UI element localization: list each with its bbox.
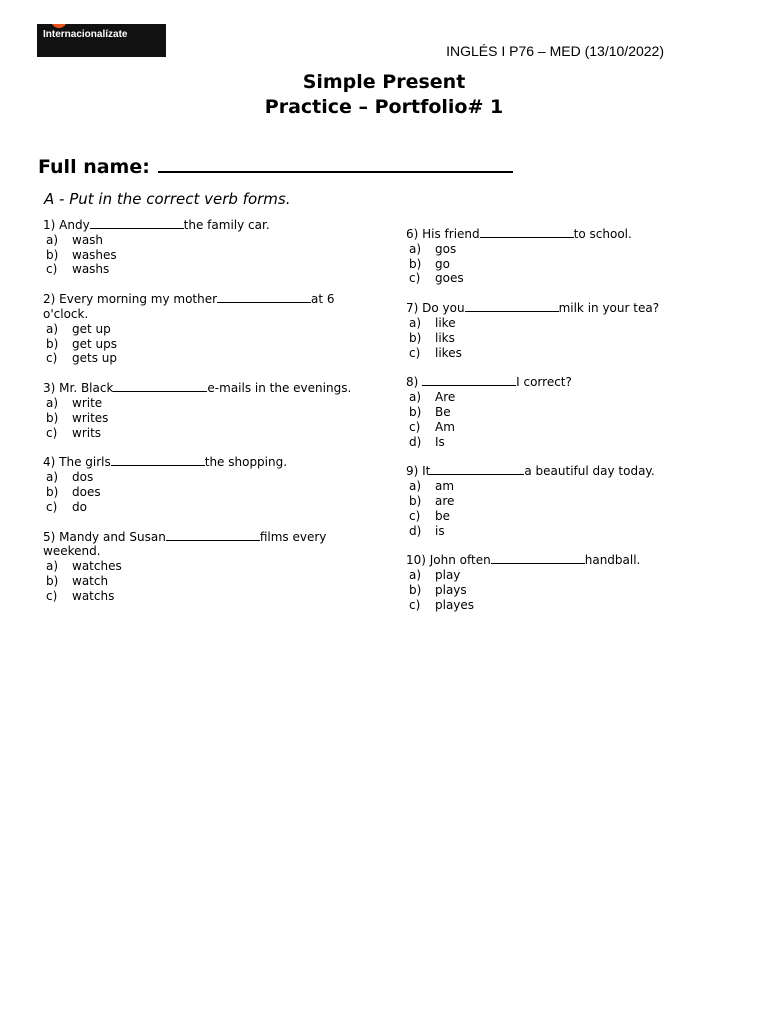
answer-option[interactable] bbox=[43, 485, 363, 500]
option-text: Is bbox=[435, 434, 445, 449]
question bbox=[43, 381, 363, 440]
option-letter: b) bbox=[409, 330, 422, 345]
question-stem: 8) bbox=[406, 375, 423, 390]
answer-option[interactable] bbox=[406, 271, 706, 286]
question bbox=[406, 301, 706, 360]
section-title: A - Put in the correct verb forms. bbox=[44, 190, 291, 208]
option-letter: a) bbox=[46, 470, 59, 485]
question bbox=[43, 292, 363, 366]
option-letter: a) bbox=[409, 315, 422, 330]
answer-option[interactable] bbox=[406, 598, 706, 613]
page-title: Simple Present bbox=[302, 71, 466, 93]
question bbox=[43, 530, 363, 604]
option-text: Are bbox=[435, 390, 456, 405]
question-text bbox=[43, 455, 363, 470]
option-text: playes bbox=[435, 597, 475, 612]
question-ending: the shopping. bbox=[204, 455, 288, 470]
question bbox=[406, 227, 706, 286]
question-ending: handball. bbox=[584, 553, 641, 568]
question-text bbox=[406, 301, 706, 316]
logo bbox=[37, 24, 166, 57]
answer-blank[interactable] bbox=[491, 553, 585, 564]
answer-option[interactable] bbox=[406, 435, 706, 450]
option-letter: b) bbox=[409, 404, 422, 419]
answer-option[interactable] bbox=[43, 426, 363, 441]
answer-option[interactable] bbox=[406, 405, 706, 420]
question-stem: 3) Mr. Black bbox=[43, 381, 114, 396]
answer-option[interactable] bbox=[406, 390, 706, 405]
option-text: do bbox=[72, 499, 87, 514]
option-letter: b) bbox=[409, 256, 422, 271]
option-letter: a) bbox=[46, 395, 59, 410]
option-letter: b) bbox=[409, 582, 422, 597]
option-text: watch bbox=[72, 573, 109, 588]
question bbox=[406, 464, 706, 538]
answer-option[interactable] bbox=[406, 257, 706, 272]
option-letter: c) bbox=[46, 425, 58, 440]
question-ending: the family car. bbox=[183, 218, 270, 232]
answer-option[interactable] bbox=[406, 509, 706, 524]
option-text: goes bbox=[435, 271, 464, 286]
answer-blank[interactable] bbox=[217, 292, 311, 303]
logo-text: Internacionalízate bbox=[43, 29, 128, 40]
option-letter: c) bbox=[46, 351, 58, 366]
option-letter: b) bbox=[409, 493, 422, 508]
answer-option[interactable] bbox=[43, 351, 363, 366]
answer-blank[interactable] bbox=[465, 301, 559, 312]
question-ending: I correct? bbox=[516, 375, 572, 390]
option-text: likes bbox=[435, 345, 462, 360]
right-column bbox=[406, 227, 706, 628]
answer-option[interactable] bbox=[43, 233, 363, 248]
option-text: am bbox=[435, 479, 455, 494]
question-text bbox=[43, 218, 363, 233]
question-text bbox=[406, 375, 706, 390]
option-text: washes bbox=[72, 247, 117, 262]
question-ending: to school. bbox=[573, 227, 632, 241]
option-letter: d) bbox=[409, 523, 422, 538]
option-letter: b) bbox=[46, 573, 59, 588]
option-text: writs bbox=[72, 425, 102, 440]
option-letter: a) bbox=[409, 479, 422, 494]
option-letter: c) bbox=[46, 588, 58, 603]
question bbox=[406, 553, 706, 612]
question-text bbox=[406, 227, 706, 242]
answer-blank[interactable] bbox=[90, 218, 184, 229]
answer-blank[interactable] bbox=[111, 455, 205, 466]
answer-option[interactable] bbox=[43, 500, 363, 515]
question-stem: 4) The girls bbox=[43, 455, 111, 470]
question-ending: at 6 o'clock. bbox=[43, 292, 335, 321]
option-text: be bbox=[435, 508, 450, 523]
option-text: watchs bbox=[72, 588, 115, 603]
option-letter: a) bbox=[46, 321, 59, 336]
option-letter: c) bbox=[409, 597, 421, 612]
question-stem: 1) Andy bbox=[43, 218, 90, 232]
answer-blank[interactable] bbox=[480, 227, 574, 238]
option-text: play bbox=[435, 568, 461, 583]
option-text: go bbox=[435, 256, 450, 271]
question-text bbox=[43, 292, 363, 322]
question-text bbox=[406, 553, 706, 568]
option-text: liks bbox=[435, 330, 455, 345]
question-stem: 2) Every morning my mother bbox=[43, 292, 218, 307]
option-text: gos bbox=[435, 241, 457, 256]
question-text bbox=[43, 530, 363, 560]
option-text: wash bbox=[72, 232, 104, 247]
option-letter: c) bbox=[409, 419, 421, 434]
question bbox=[406, 375, 706, 449]
option-letter: c) bbox=[46, 262, 58, 277]
option-text: Be bbox=[435, 404, 451, 419]
question-stem: 6) His friend bbox=[406, 227, 480, 241]
question-text bbox=[406, 464, 706, 479]
option-text: washs bbox=[72, 262, 110, 277]
option-text: watches bbox=[72, 559, 122, 574]
full-name-label: Full name: bbox=[38, 156, 150, 178]
question-text bbox=[43, 381, 363, 396]
option-letter: a) bbox=[409, 568, 422, 583]
full-name-blank[interactable] bbox=[158, 153, 513, 173]
answer-option[interactable] bbox=[43, 248, 363, 263]
option-letter: a) bbox=[46, 232, 59, 247]
question bbox=[43, 455, 363, 514]
option-text: write bbox=[72, 395, 103, 410]
answer-option[interactable] bbox=[43, 396, 363, 411]
option-text: gets up bbox=[72, 351, 117, 366]
question bbox=[43, 218, 363, 277]
answer-option[interactable] bbox=[406, 242, 706, 257]
question-ending: films every weekend. bbox=[43, 529, 327, 559]
option-letter: b) bbox=[46, 484, 59, 499]
answer-option[interactable] bbox=[406, 494, 706, 509]
answer-option[interactable] bbox=[43, 337, 363, 352]
option-text: writes bbox=[72, 410, 109, 425]
question-stem: 10) John often bbox=[406, 553, 491, 568]
answer-option[interactable] bbox=[406, 583, 706, 598]
question-ending: a beautiful day today. bbox=[524, 464, 655, 479]
answer-option[interactable] bbox=[406, 331, 706, 346]
answer-option[interactable] bbox=[43, 559, 363, 574]
option-letter: b) bbox=[46, 247, 59, 262]
option-text: Am bbox=[435, 419, 455, 434]
answer-option[interactable] bbox=[43, 411, 363, 426]
option-text: is bbox=[435, 523, 445, 538]
answer-option[interactable] bbox=[406, 346, 706, 361]
option-text: plays bbox=[435, 582, 467, 597]
answer-blank[interactable] bbox=[166, 530, 260, 541]
option-text: get ups bbox=[72, 336, 117, 351]
answer-option[interactable] bbox=[406, 524, 706, 539]
answer-option[interactable] bbox=[43, 470, 363, 485]
answer-option[interactable] bbox=[43, 262, 363, 277]
course-header: INGLÉS I P76 – MED (13/10/2022) bbox=[446, 43, 664, 59]
option-letter: a) bbox=[409, 390, 422, 405]
full-name-field bbox=[38, 153, 513, 178]
option-letter: c) bbox=[409, 345, 421, 360]
question-ending: milk in your tea? bbox=[558, 301, 660, 316]
left-column bbox=[43, 218, 363, 619]
option-text: are bbox=[435, 493, 455, 508]
answer-option[interactable] bbox=[43, 322, 363, 337]
answer-option[interactable] bbox=[43, 589, 363, 604]
answer-blank[interactable] bbox=[430, 464, 524, 475]
option-text: dos bbox=[72, 470, 94, 485]
option-letter: b) bbox=[46, 336, 59, 351]
answer-option[interactable] bbox=[406, 316, 706, 331]
question-stem: 7) Do you bbox=[406, 301, 465, 316]
page-subtitle: Practice – Portfolio# 1 bbox=[264, 96, 504, 118]
answer-option[interactable] bbox=[406, 420, 706, 435]
question-stem: 9) It bbox=[406, 464, 431, 479]
answer-blank[interactable] bbox=[422, 375, 516, 386]
answer-blank[interactable] bbox=[113, 381, 207, 392]
option-letter: c) bbox=[409, 508, 421, 523]
question-ending: e-mails in the evenings. bbox=[207, 381, 352, 396]
option-text: like bbox=[435, 315, 456, 330]
logo-swoosh-icon bbox=[51, 24, 67, 28]
option-letter: d) bbox=[409, 434, 422, 449]
question-stem: 5) Mandy and Susan bbox=[43, 529, 166, 544]
answer-option[interactable] bbox=[406, 479, 706, 494]
option-letter: c) bbox=[46, 499, 58, 514]
option-letter: b) bbox=[46, 410, 59, 425]
option-letter: c) bbox=[409, 271, 421, 286]
option-letter: a) bbox=[46, 559, 59, 574]
option-text: get up bbox=[72, 321, 111, 336]
option-letter: a) bbox=[409, 241, 422, 256]
answer-option[interactable] bbox=[43, 574, 363, 589]
option-text: does bbox=[72, 484, 101, 499]
answer-option[interactable] bbox=[406, 568, 706, 583]
